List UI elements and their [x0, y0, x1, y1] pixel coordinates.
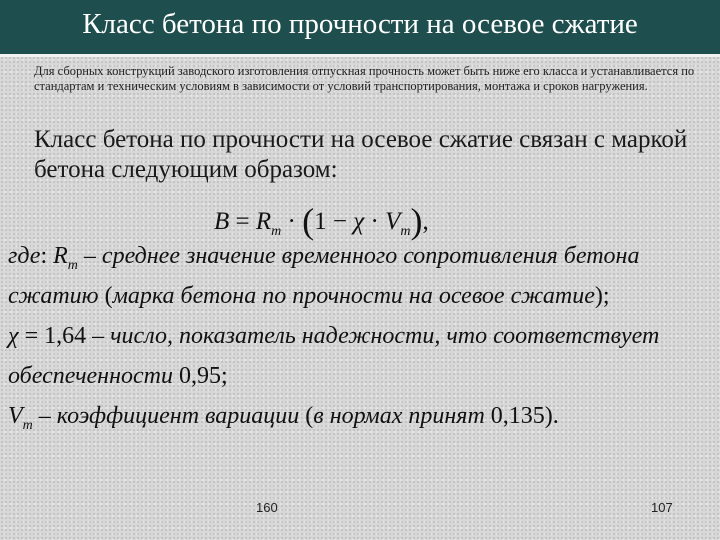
rm-description: – среднее значение временного сопротивления бетона	[77, 243, 640, 269]
explanation-line-4	[8, 363, 708, 390]
page-number: 107	[651, 500, 673, 515]
paren-open: (	[104, 283, 113, 309]
rm-sub: m	[67, 258, 78, 273]
vm-symbol: V	[8, 403, 23, 429]
formula-one: 1 −	[314, 208, 354, 235]
explanation-line-1	[8, 243, 708, 274]
formula-b: B	[214, 208, 230, 235]
formula-open-paren: (	[302, 201, 315, 241]
explanation-line-3	[8, 323, 708, 350]
statement-paragraph: Класс бетона по прочности на осевое сжатие связан с маркой бетона следующим образом:	[34, 126, 688, 183]
footer-left-number: 160	[256, 500, 278, 515]
chi-value: = 1,64	[18, 323, 87, 349]
formula-eq: =	[229, 208, 256, 235]
vm-note: в нормах принят	[313, 403, 491, 429]
formula-v-sub: m	[400, 224, 411, 239]
formula-v: V	[385, 208, 401, 235]
class-formula	[214, 200, 429, 240]
rm-description-cont: сжатию	[8, 283, 105, 309]
vm-description: – коэффициент вариации	[32, 403, 306, 429]
explanation-line-5	[8, 403, 708, 434]
where-label: где	[8, 243, 41, 269]
formula-r: R	[255, 208, 272, 235]
chi-description-cont: обеспеченности	[8, 363, 179, 389]
where-colon: :	[40, 243, 54, 269]
formula-close-paren: )	[410, 201, 423, 241]
rm-symbol: R	[53, 243, 68, 269]
formula-dot1: ·	[281, 208, 303, 235]
paren-close-2: ).	[544, 403, 559, 429]
probability-value: 0,95;	[178, 363, 228, 389]
vm-value: 0,135	[490, 403, 545, 429]
vm-sub: m	[22, 418, 33, 433]
slide-title: Класс бетона по прочности на осевое сжатие	[82, 8, 638, 40]
paren-open-2: (	[305, 403, 314, 429]
formula-chi: χ	[353, 208, 365, 235]
title-divider	[0, 54, 720, 57]
chi-symbol: χ	[8, 323, 19, 349]
formula-comma: ,	[422, 208, 429, 235]
explanation-line-2	[8, 283, 708, 310]
paren-close: );	[594, 283, 610, 309]
formula-r-sub: m	[271, 224, 282, 239]
chi-description: – число, показатель надежности, что соответствует	[86, 323, 660, 349]
formula-dot2: ·	[364, 208, 386, 235]
note-paragraph: Для сборных конструкций заводского изготовления отпускная прочность может быть ниже его класса и устанавливается по стандартам и техническим условиям в зависимости от условий транспортирования, монтажа и сроков нагружения.	[34, 64, 695, 93]
rm-note: марка бетона по прочности на осевое сжатие	[112, 283, 595, 309]
